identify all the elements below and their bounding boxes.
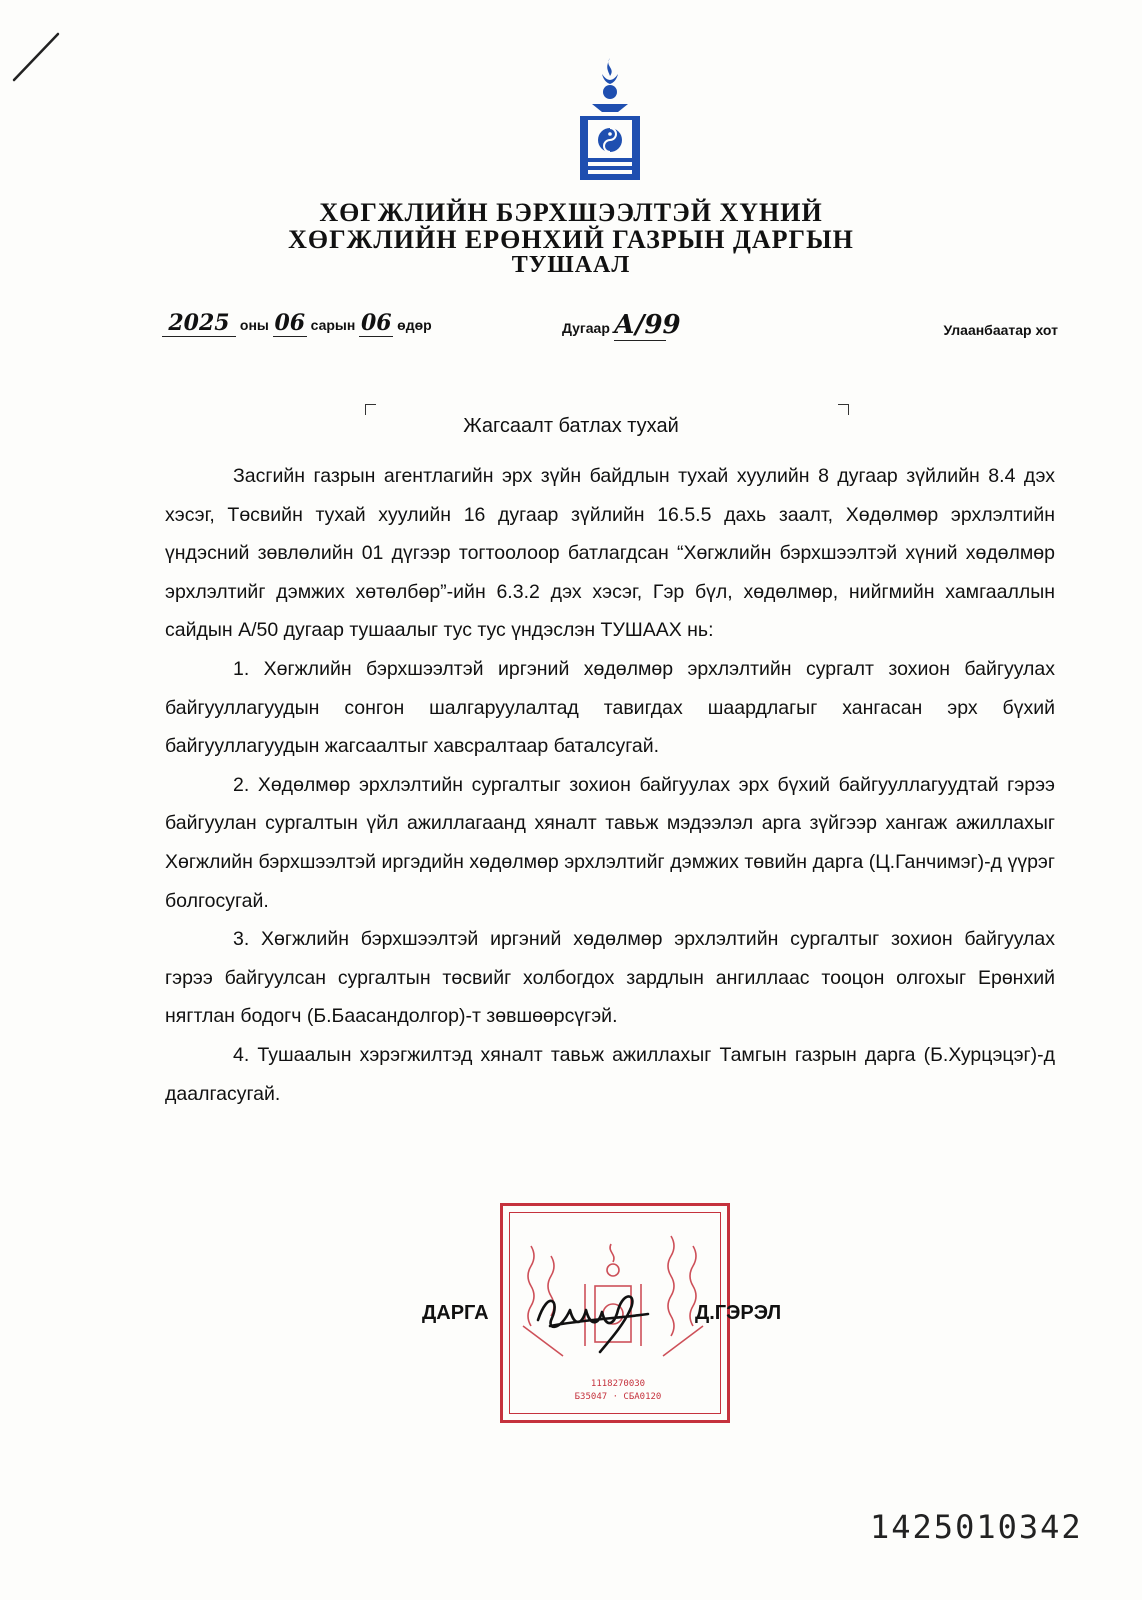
order-item-4: 4. Тушаалын хэрэгжилтэд хяналт тавьж ажиллахыг Тамгын газрын дарга (Б.Хурцэцэг)-д даалгасугай. [165, 1043, 1055, 1105]
preamble-paragraph: Засгийн газрын агентлагийн эрх зүйн байдлын тухай хуулийн 8 дугаар зүйлийн 8.4 дэх хэсэг, Төсвийн тухай хуулийн 16 дугаар зүйлийн 16.5.5 дахь заалт, Хөдөлмөр эрхлэлтийн үндэсний зөвлөлийн 01 дүгээр тогтоолоор батлагдсан “Хөгжлийн бэрхшээлтэй хүний хөдөлмөр эрхлэлтийг дэмжих хөтөлбөр”-ийн 6.3.2 дэх хэсэг, Гэр бүл, хөдөлмөр, нийгмийн хамгааллын сайдын А/50 дугаар тушаалыг тус тус үндэслэн ТУШААХ нь: [165, 465, 1055, 642]
date-month: 06 [274, 310, 306, 336]
signatory-name: Д.ГЭРЭЛ [695, 1302, 782, 1324]
date-year: 2025 [162, 310, 236, 337]
date-month-suffix: сарын [310, 317, 356, 333]
subject-corner-right [838, 404, 849, 415]
date-day-suffix: өдөр [397, 317, 432, 333]
order-number-value: А/99 [613, 310, 681, 340]
pen-stroke-mark [8, 30, 70, 92]
org-name-line1: ХӨГЖЛИЙН БЭРХШЭЭЛТЭЙ ХҮНИЙ [319, 198, 823, 227]
signatory-title: ДАРГА [422, 1302, 489, 1324]
document-type: ТУШААЛ [511, 252, 631, 278]
date-year-suffix: оны [239, 317, 269, 333]
subject-title: Жагсаалт батлах тухай [463, 415, 679, 437]
order-item-1: 1. Хөгжлийн бэрхшээлтэй иргэний хөдөлмөр эрхлэлтийн сургалт зохион байгуулах байгууллагуудын сонгон шалгаруулалтад тавигдах шаардлагыг хангасан эрх бүхий байгууллагуудын жагсаалтыг хавсралтаар баталсугай. [165, 657, 1055, 758]
document-body [165, 457, 1055, 1113]
document-serial-number: 1425010342 [870, 1508, 1083, 1546]
subject-corner-left [365, 404, 376, 415]
stamp-text-2: БЗ5047 · СБА0120 [574, 1392, 662, 1402]
org-name-line2: ХӨГЖЛИЙН ЕРӨНХИЙ ГАЗРЫН ДАРГЫН [288, 225, 854, 254]
city-label: Улаанбаатар хот [943, 322, 1058, 338]
order-number [562, 310, 681, 341]
soyombo-emblem-icon [578, 56, 642, 186]
order-item-2: 2. Хөдөлмөр эрхлэлтийн сургалтыг зохион байгуулах эрх бүхий байгууллагуудтай гэрээ байгуулан сургалтын үйл ажиллагаанд хяналт тавьж мэдээлэл арга зүйгээр хангаж ажиллахыг Хөгжлийн бэрхшээлтэй иргэдийн хөдөлмөр эрхлэлтийг дэмжих төвийн дарга (Ц.Ганчимэг)-д үүрэг болгосугай. [165, 773, 1055, 912]
date-line [162, 310, 432, 337]
date-day: 06 [360, 310, 392, 336]
order-number-label: Дугаар [562, 320, 610, 336]
handwritten-signature [530, 1270, 660, 1360]
stamp-text-1: 1118270030 [590, 1379, 646, 1389]
order-item-3: 3. Хөгжлийн бэрхшээлтэй иргэний хөдөлмөр эрхлэлтийн сургалтыг зохион байгуулах гэрээ байгуулсан сургалтын төсвийг холбогдох зардлын ангиллаас тооцон олгохыг Ерөнхий нягтлан бодогч (Б.Баасандолгор)-т зөвшөөрсүгэй. [165, 928, 1055, 1028]
